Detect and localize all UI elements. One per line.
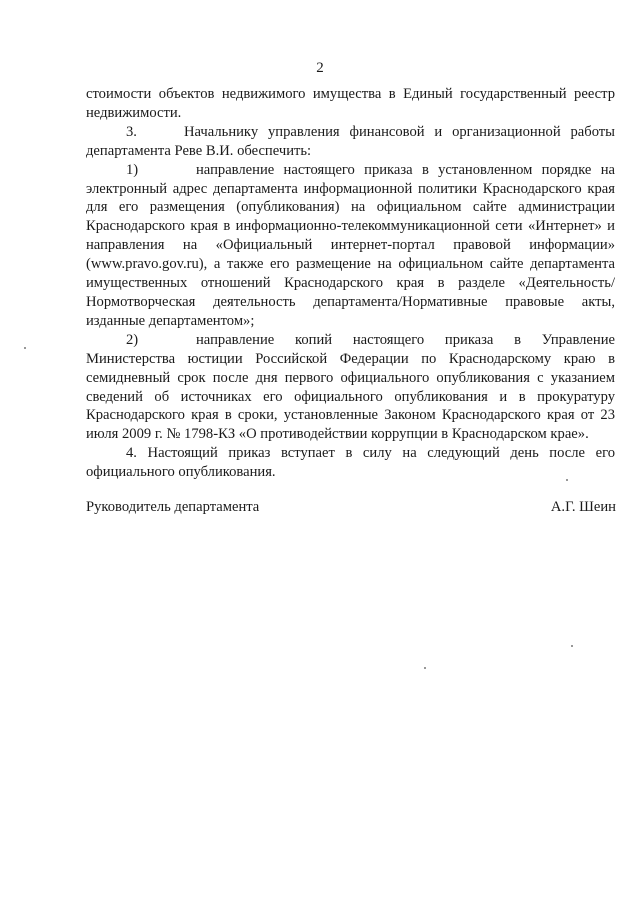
subparagraph-3-2-number: 2) bbox=[126, 331, 139, 348]
scan-speck bbox=[566, 479, 568, 481]
paragraph-3-number: 3. bbox=[126, 123, 137, 140]
subparagraph-3-1-number: 1) bbox=[126, 161, 139, 178]
scan-speck bbox=[571, 645, 573, 647]
subparagraph-3-1-text: направление настоящего приказа в установленном порядке на электронный адрес департамента информационной политики Краснодарского края для его размещения (опубликования) на официальном сайте администрации Краснодарского края в информационно-телекоммуникационной сети «Интернет» и направления на «Официальный интернет-портал правовой информации» (www.pravo.gov.ru), а также его размещение на официальном сайте департамента имущественных отношений Краснодарского края в разделе «Деятельность/Нормотворческая деятельность департамента/Нормативные правовые акты, изданные департаментом»; bbox=[86, 161, 615, 329]
signature-block bbox=[86, 499, 616, 516]
paragraph-4: 4. Настоящий приказ вступает в силу на следующий день после его официального опубликования. bbox=[86, 445, 615, 481]
subparagraph-3-2 bbox=[86, 331, 615, 444]
subparagraph-3-2-text: направление копий настоящего приказа в Управление Министерства юстиции Российской Федерации по Краснодарскому краю в семидневный срок после дня первого официального опубликования с указанием сведений об источниках его официального опубликования и в прокуратуру Краснодарского края в сроки, установленные Законом Краснодарского края от 23 июля 2009 г. № 1798-КЗ «О противодействии коррупции в Краснодарском крае». bbox=[86, 331, 615, 443]
subparagraph-3-1 bbox=[86, 161, 615, 331]
paragraph-continuation: стоимости объектов недвижимого имущества в Единый государственный реестр недвижимости. bbox=[86, 86, 615, 121]
scan-speck bbox=[424, 667, 426, 669]
paragraph-3-text: Начальнику управления финансовой и организационной работы департамента Реве В.И. обеспечить: bbox=[86, 123, 615, 159]
page-number: 2 bbox=[316, 60, 324, 76]
paragraph-3 bbox=[86, 123, 615, 161]
signatory-position: Руководитель департамента bbox=[86, 499, 260, 515]
scan-speck bbox=[24, 347, 26, 349]
signatory-name: А.Г. Шеин bbox=[550, 499, 616, 515]
document-body bbox=[86, 85, 615, 482]
